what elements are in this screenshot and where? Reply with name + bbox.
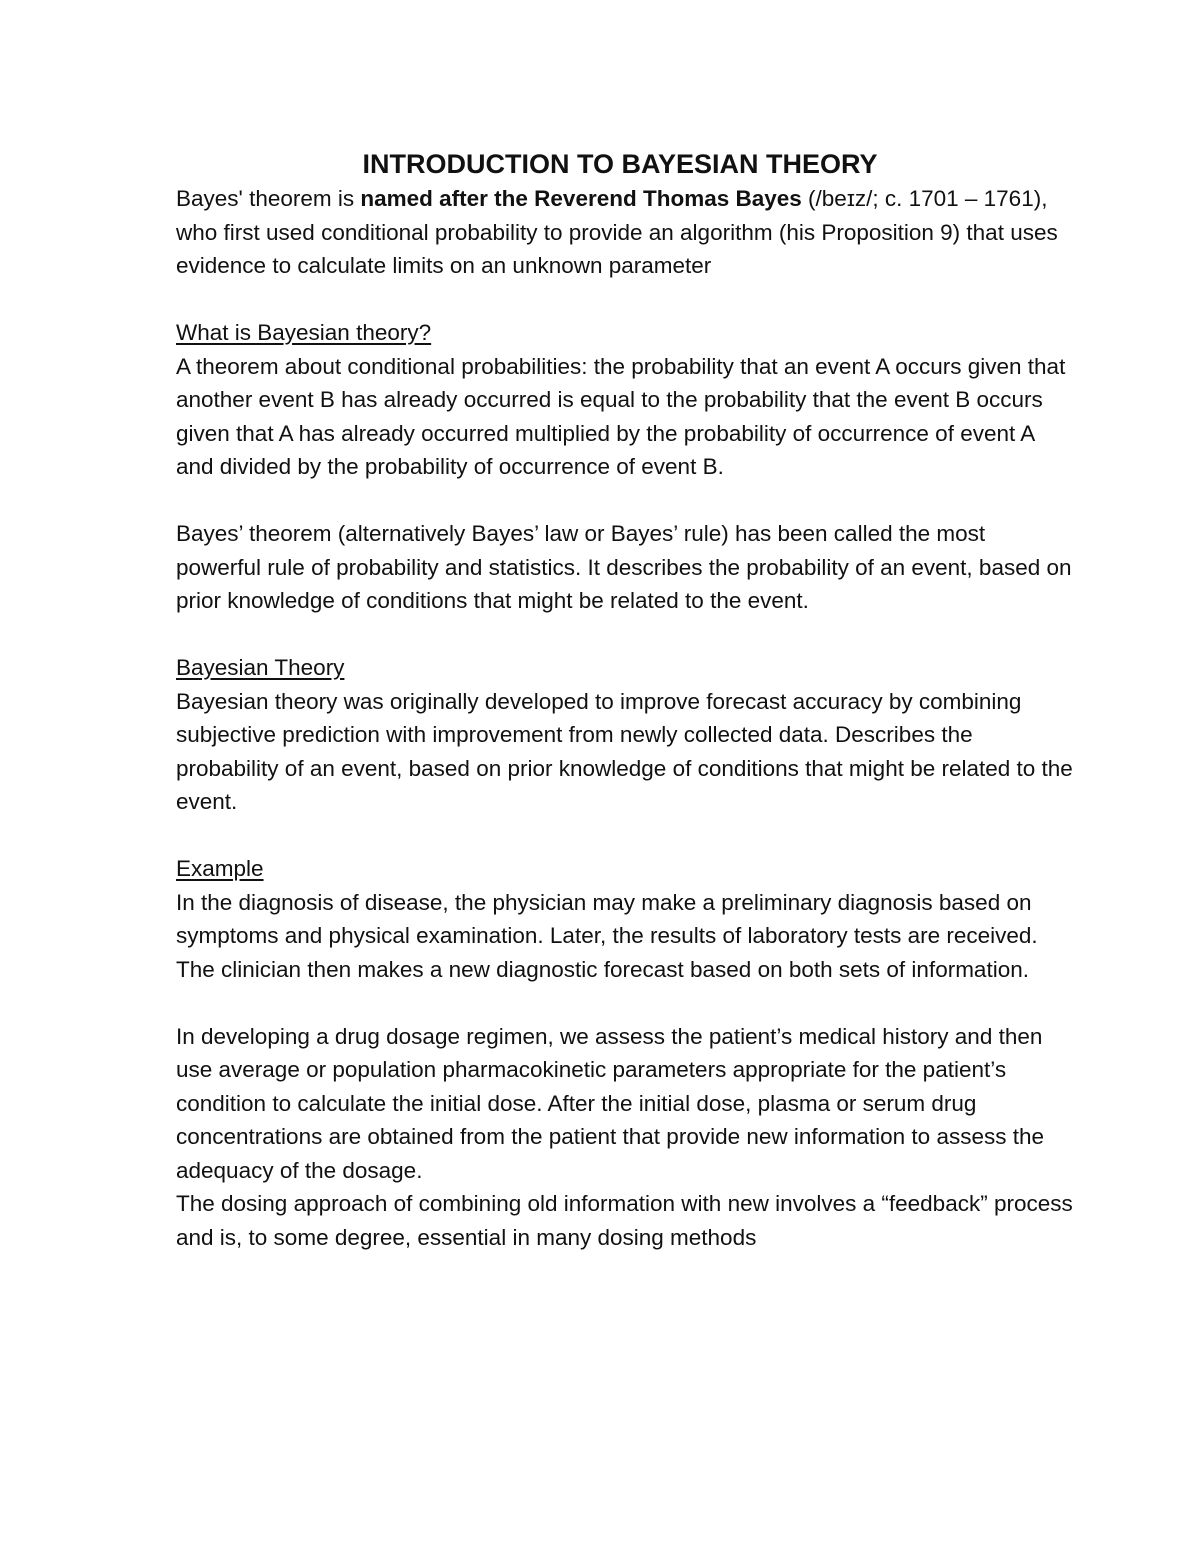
spacer: [176, 283, 1076, 317]
spacer: [176, 986, 1076, 1020]
section-heading-bayesian-theory: Bayesian Theory: [176, 655, 345, 680]
spacer: [176, 819, 1076, 853]
document-body: [176, 146, 1076, 1254]
section-paragraph-definition: A theorem about conditional probabilities: the probability that an event A occurs given that another event B has already occurred is equal to the probability that the event B occurs given that A has already occurred multiplied by the probability of occurrence of event A and divided by the probability of occurrence of event B.: [176, 353, 1066, 479]
section-heading-example: Example: [176, 856, 264, 881]
intro-paragraph: [176, 182, 1076, 283]
document-title: INTRODUCTION TO BAYESIAN THEORY: [362, 149, 878, 179]
section-paragraph-diagnosis: In the diagnosis of disease, the physician may make a preliminary diagnosis based on symptoms and physical examination. Later, the results of laboratory tests are received. The clinician then makes a new diagnostic forecast based on both sets of information.: [176, 889, 1038, 982]
intro-text-start: Bayes' theorem is: [176, 186, 361, 211]
section-paragraph-feedback: The dosing approach of combining old information with new involves a “feedback” process and is, to some degree, essential in many dosing methods: [176, 1191, 1073, 1250]
intro-text-end: (/beɪz/; c. 1701 – 1761), who first used conditional probability to provide an algorithm (his Proposition 9) that uses evidence to calculate limits on an unknown parameter: [176, 186, 1058, 278]
spacer: [176, 618, 1076, 652]
section-paragraph-dosage: In developing a drug dosage regimen, we assess the patient’s medical history and then use average or population pharmacokinetic parameters appropriate for the patient’s condition to calculate the initial dose. After the initial dose, plasma or serum drug concentrations are obtained from the patient that provide new information to assess the adequacy of the dosage.: [176, 1023, 1045, 1183]
spacer: [176, 484, 1076, 518]
intro-bold-text: named after the Reverend Thomas Bayes: [360, 186, 802, 211]
section-paragraph-bayesian-theory: Bayesian theory was originally developed to improve forecast accuracy by combining subjective prediction with improvement from newly collected data. Describes the probability of an event, based on prior knowledge of conditions that might be related to the event.: [176, 688, 1073, 814]
section-heading-what-is: What is Bayesian theory?: [176, 320, 432, 345]
section-paragraph-bayes-rule: Bayes’ theorem (alternatively Bayes’ law or Bayes’ rule) has been called the most powerful rule of probability and statistics. It describes the probability of an event, based on prior knowledge of conditions that might be related to the event.: [176, 521, 1072, 613]
